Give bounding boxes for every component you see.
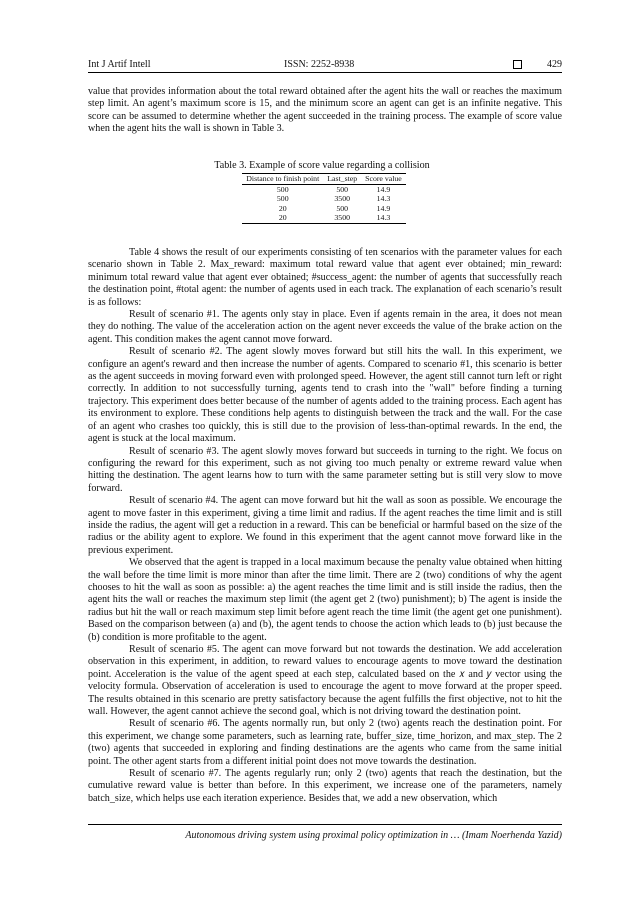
table-cell: 3500	[334, 194, 350, 204]
body-text	[88, 247, 562, 805]
table-cell: 3500	[323, 213, 361, 223]
running-footer	[88, 824, 562, 842]
body-paragraph: Result of scenario #3. The agent slowly moves forward but succeeds in turning to the right. We focus on configuring the reward for this experiment, such as not giving too much penalty or extreme reward value when hitting the destination. The agent learns how to turn with the same parameter setting but is still very slow to move forward.	[88, 445, 562, 494]
column-header: Score value	[361, 174, 406, 185]
table-row	[242, 184, 405, 194]
intro-paragraph-block	[88, 86, 562, 136]
body-paragraph: Table 4 shows the result of our experiments consisting of ten scenarios with the parameter values for each scenario shown in Table 2. Max_reward: maximum total reward value that agent ever obtained; min_reward: minimum total reward value that agent ever obtained; #success_agent: the number of agents that successfully reach the destination point, #total agent: the number of agents used in each track. The explanation of each scenario’s result is as follows:	[88, 247, 562, 308]
running-header	[88, 58, 562, 73]
body-paragraph: Result of scenario #7. The agents regularly run; only 2 (two) agents that reach the destination, but the cumulative reward value is better than before. In this experiment, we increase one of the parameters, namely batch_size, which helps use each iteration experience. Besides that, we add a new observation, which	[88, 768, 562, 804]
score-table	[242, 173, 405, 224]
table-row	[242, 213, 405, 223]
column-header: Distance to finish point	[242, 174, 323, 185]
checkbox-square-icon	[513, 60, 522, 69]
body-paragraph: Result of scenario #6. The agents normally run, but only 2 (two) agents reach the destination point. For this experiment, we change some parameters, such as learning rate, buffer_size, time_horizon, and max_step. The 2 (two) agents that succeeded in exploring and finding destinations are the agents who came from the same initial point. The other agent starts from a different initial point does not move towards the destination.	[88, 718, 562, 767]
table-cell: 500	[336, 203, 349, 213]
table-3	[0, 160, 638, 224]
table-cell: 20	[242, 213, 323, 223]
body-paragraph: Result of scenario #4. The agent can move forward but hit the wall as soon as possible. We encourage the agent to move faster in this experiment, giving a time limit and radius. If the agent reaches the time limit and is still inside the radius, the agent will get a reduction in a reward. This can be beneficial or harmful based on the size of the radius or the ability agent to explore. We found in this experiment that the agent cannot move forward like in the previous experiment.	[88, 495, 562, 556]
table-row	[242, 204, 405, 214]
body-paragraph: Result of scenario #5. The agent can move forward but not towards the destination. We add acceleration observation in this experiment, in addition, to reward values to encourage agents to move toward the destination point. Acceleration is the value of the agent speed at each step, calculated based on the 𝑥 and 𝑦 vector using the velocity formula. Observation of acceleration is used to encourage the agent to move forward at the proper speed. The results obtained in this scenario are pretty satisfactory because the agent fulfills the first objective, not to hit the wall. However, the agent cannot achieve the second goal, which is not driving toward the destination point.	[88, 644, 562, 718]
column-header: Last_step	[323, 174, 361, 185]
table-row	[242, 194, 405, 204]
intro-paragraph: value that provides information about the total reward obtained after the agent hits the wall or reaches the maximum step limit. An agent’s maximum score is 15, and the minimum score an agent can get is an infinite negative. This score can be assumed to determine whether the agent succeeded in the training process. The example of score value when the agent hits the wall is shown in Table 3.	[88, 86, 562, 135]
table-cell: 500	[336, 184, 349, 194]
table-caption: Table 3. Example of score value regarding a collision	[214, 160, 430, 171]
table-header-row	[242, 174, 405, 185]
table-cell: 14.9	[376, 184, 391, 194]
table-cell: 500	[276, 184, 289, 194]
table-cell: 14.3	[376, 194, 391, 204]
issn: ISSN: 2252-8938	[284, 59, 355, 70]
table-cell: 500	[276, 194, 289, 204]
page-number: 429	[547, 59, 562, 70]
table-cell: 14.3	[361, 213, 406, 223]
footer-citation: Autonomous driving system using proximal policy optimization in … (Imam Noerhenda Yazid)	[185, 830, 562, 841]
table-cell: 14.9	[376, 203, 391, 213]
body-paragraph: Result of scenario #1. The agents only stay in place. Even if agents remain in the area, it does not mean they do nothing. The value of the acceleration action on the agent never exceeds the value of the brake action on the agent. This condition makes the agent cannot move forward.	[88, 309, 562, 345]
body-paragraph: We observed that the agent is trapped in a local maximum because the penalty value obtained when hitting the wall before the time limit is more minor than after the time limit. There are 2 (two) conditions of why the agent chooses to hit the wall as soon as possible: a) the agent reaches the time limit and is still inside the radius, then the agent hits the wall or reaches the maximum step limit (the agent get 2 (two) punishment); b) The agent is inside the radius but hit the wall or reach maximum step limit before agent reach the time limit (the agent get one punishment). Based on the comparison between (a) and (b), the agent tends to choose the action which leads to (b) just because the (b) condition is more profitable to the agent.	[88, 557, 562, 643]
body-paragraph: Result of scenario #2. The agent slowly moves forward but still hits the wall. In this experiment, we configure an agent's reward and then increase the number of agents. Compared to scenario #1, this scenario is better as the agent succeeds in moving forward even with prolonged speed. However, the agent still cannot turn left or right correctly. In addition to not successfully turning, agents tend to crash into the "wall" before finding a turning trajectory. This experiment does better because of the number of agents added to the training process. Each agent has its environment to explore. These conditions help agents to distinguish between the track and the wall. For the case of an agent who crashes too quickly, this is still due to the provision of less-than-optimal rewards. In the end, the agent is stuck at the local maximum.	[88, 346, 562, 445]
journal-name: Int J Artif Intell	[88, 59, 151, 70]
table-cell: 20	[278, 203, 287, 213]
